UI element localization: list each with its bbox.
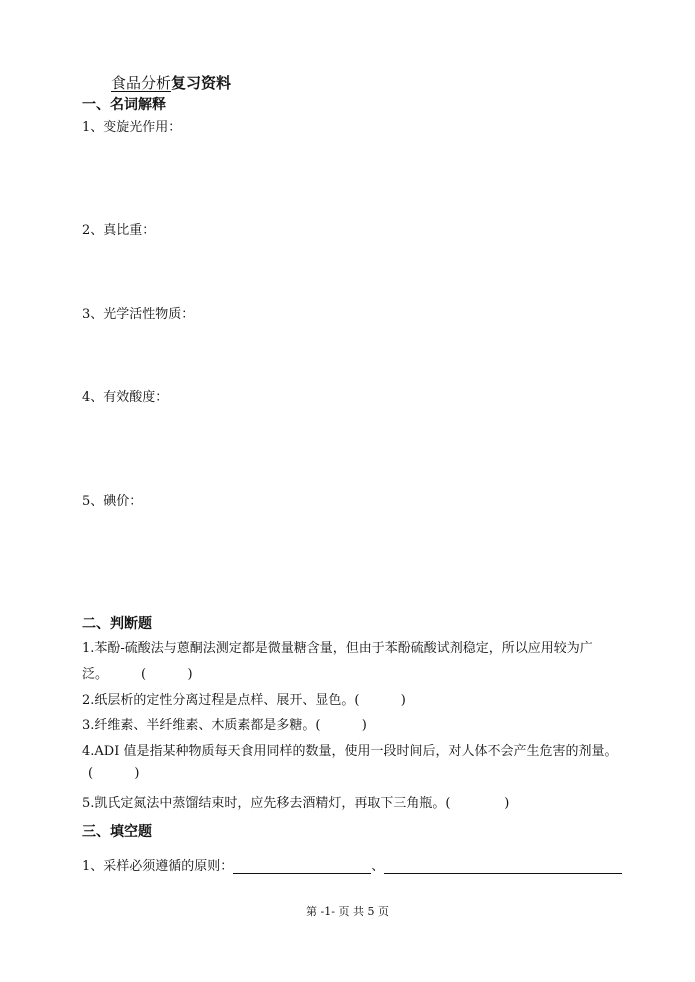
definition-item-3: 3、光学活性物质： — [82, 307, 195, 322]
judgment-q5: 5.凯氏定氮法中蒸馏结束时，应先移去酒精灯，再取下三角瓶。( ) — [82, 796, 510, 811]
judgment-q1-line1: 1.苯酚-硫酸法与蒽酮法测定都是微量糖含量，但由于苯酚硫酸试剂稳定，所以应用较为广 — [82, 641, 593, 656]
definition-item-1: 1、变旋光作用： — [82, 120, 182, 135]
definition-item-2: 2、真比重： — [82, 223, 156, 238]
judgment-q3: 3.纤维素、半纤维素、木质素都是多糖。( ) — [82, 718, 367, 733]
title-suffix: 复习资料 — [171, 74, 232, 92]
title-subject: 食品分析 — [111, 74, 172, 92]
section-heading-true-false: 二、判断题 — [82, 616, 152, 632]
fill-blank-q1-prompt: 1、采样必须遵循的原则： — [82, 859, 234, 874]
page-footer: 第 -1- 页 共 5 页 — [306, 905, 389, 918]
judgment-q4-line2: ( ) — [88, 766, 140, 781]
document-title — [111, 72, 231, 93]
judgment-q4-line1: 4.ADI 值是指某种物质每天食用同样的数量，使用一段时间后，对人体不会产生危害的剂量。 — [82, 744, 618, 759]
answer-blank-1[interactable] — [233, 859, 371, 874]
section-heading-definitions: 一、名词解释 — [82, 97, 166, 113]
definition-item-4: 4、有效酸度： — [82, 390, 169, 405]
section-heading-fill-blank: 三、填空题 — [82, 824, 152, 840]
fill-blank-separator: 、 — [371, 859, 385, 874]
judgment-q2: 2.纸层析的定性分离过程是点样、展开、显色。( ) — [82, 693, 406, 708]
judgment-q1-line2: 泛。 ( ) — [82, 667, 193, 682]
answer-blank-2[interactable] — [384, 859, 622, 874]
fill-blank-q1 — [82, 855, 622, 874]
definition-item-5: 5、碘价： — [82, 494, 143, 509]
